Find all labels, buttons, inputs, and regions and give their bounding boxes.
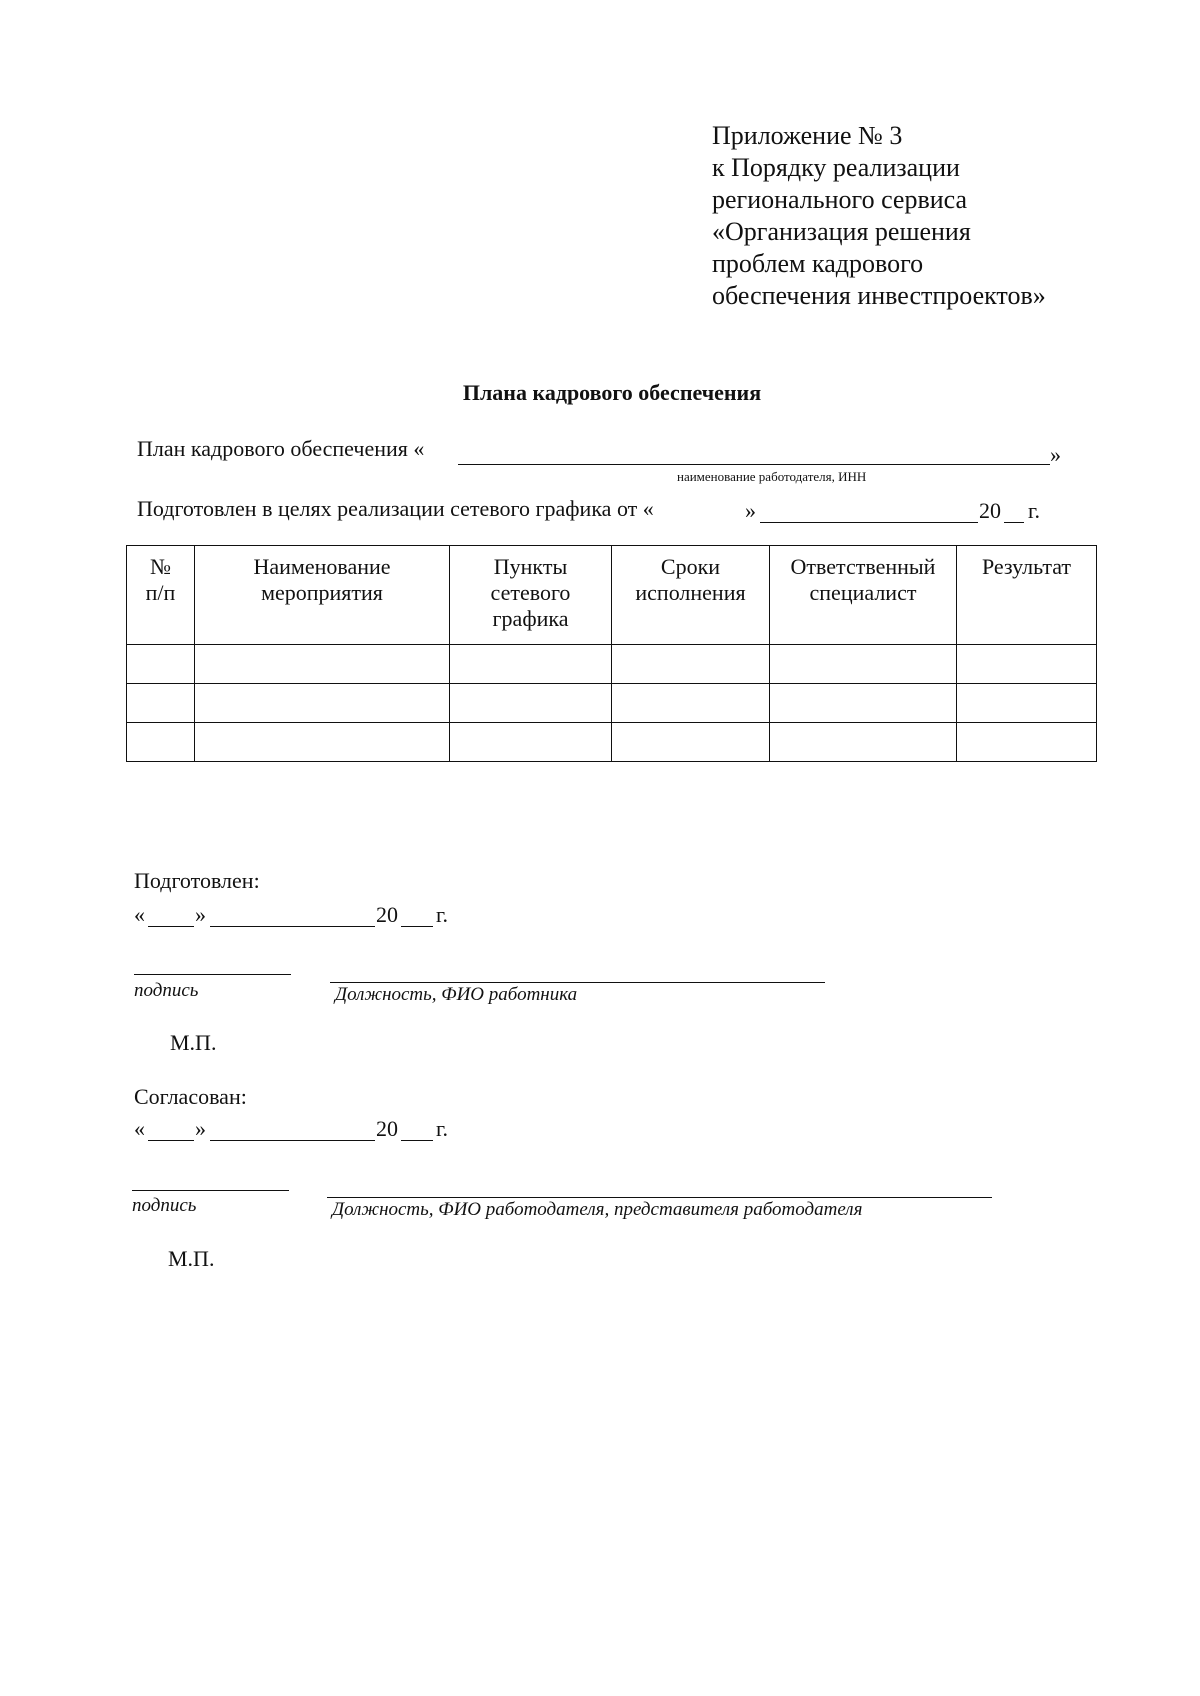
agreed-label: Согласован: xyxy=(134,1084,247,1109)
table-cell[interactable] xyxy=(450,645,612,684)
prepared-date-open: « xyxy=(134,902,145,927)
appendix-line: «Организация решения xyxy=(712,217,971,246)
prepared-day-field[interactable] xyxy=(148,926,194,927)
agreed-stamp-label: М.П. xyxy=(168,1246,215,1271)
agreed-position-field[interactable] xyxy=(327,1197,992,1198)
table-cell[interactable] xyxy=(127,684,195,723)
appendix-line: проблем кадрового xyxy=(712,249,924,278)
agreed-date-close: » xyxy=(195,1116,206,1141)
agreed-signature-field[interactable] xyxy=(132,1190,289,1191)
appendix-line: обеспечения инвестпроектов» xyxy=(712,281,1046,310)
prepared-label: Подготовлен: xyxy=(134,868,260,893)
agreed-year-field[interactable] xyxy=(401,1140,433,1141)
agreed-year-suffix: г. xyxy=(436,1116,449,1141)
table-cell[interactable] xyxy=(195,645,450,684)
appendix-block xyxy=(712,120,1046,312)
table-header-row xyxy=(127,546,1097,645)
table-cell[interactable] xyxy=(612,684,770,723)
table-cell[interactable] xyxy=(195,684,450,723)
table-cell[interactable] xyxy=(612,723,770,762)
prepared-signature-caption: подпись xyxy=(134,980,199,1001)
appendix-line: Приложение № 3 xyxy=(712,121,903,150)
agreed-day-field[interactable] xyxy=(148,1140,194,1141)
table-cell[interactable] xyxy=(957,684,1097,723)
prepared-position-caption: Должность, ФИО работника xyxy=(335,984,578,1005)
header-number: № п/п xyxy=(127,546,195,645)
employer-name-field[interactable] xyxy=(458,464,1050,465)
header-responsible: Ответственный специалист xyxy=(770,546,957,645)
table-cell[interactable] xyxy=(612,645,770,684)
agreed-year-prefix: 20 xyxy=(376,1116,398,1141)
agreed-signature-caption: подпись xyxy=(132,1195,197,1216)
table-cell[interactable] xyxy=(770,645,957,684)
employer-name-caption: наименование работодателя, ИНН xyxy=(677,469,867,484)
table-cell[interactable] xyxy=(450,684,612,723)
prepared-signature-field[interactable] xyxy=(134,974,291,975)
table-cell[interactable] xyxy=(127,723,195,762)
staffing-plan-table xyxy=(126,545,1097,762)
table-row xyxy=(127,723,1097,762)
table-cell[interactable] xyxy=(450,723,612,762)
header-result: Результат xyxy=(957,546,1097,645)
prepared-line-year-suffix: г. xyxy=(1028,498,1041,523)
document-title: Плана кадрового обеспечения xyxy=(462,380,762,405)
header-deadlines: Сроки исполнения xyxy=(612,546,770,645)
schedule-year-field[interactable] xyxy=(1004,522,1024,523)
table-cell[interactable] xyxy=(957,645,1097,684)
agreed-month-field[interactable] xyxy=(210,1140,375,1141)
agreed-date-open: « xyxy=(134,1116,145,1141)
prepared-year-prefix: 20 xyxy=(376,902,398,927)
table-row xyxy=(127,645,1097,684)
agreed-position-caption: Должность, ФИО работодателя, представителя работодателя xyxy=(332,1199,863,1220)
prepared-month-field[interactable] xyxy=(210,926,375,927)
table-cell[interactable] xyxy=(195,723,450,762)
prepared-date-close: » xyxy=(195,902,206,927)
prepared-year-field[interactable] xyxy=(401,926,433,927)
schedule-date-field[interactable] xyxy=(760,522,978,523)
table-cell[interactable] xyxy=(770,684,957,723)
appendix-line: регионального сервиса xyxy=(712,185,968,214)
table-cell[interactable] xyxy=(957,723,1097,762)
plan-line-suffix: » xyxy=(1050,442,1061,467)
prepared-line-quote-close: » xyxy=(745,498,756,523)
prepared-stamp-label: М.П. xyxy=(170,1030,217,1055)
table-cell[interactable] xyxy=(770,723,957,762)
table-cell[interactable] xyxy=(127,645,195,684)
header-schedule-items: Пункты сетевого графика xyxy=(450,546,612,645)
appendix-line: к Порядку реализации xyxy=(712,153,960,182)
header-event-name: Наименование мероприятия xyxy=(195,546,450,645)
prepared-line-prefix: Подготовлен в целях реализации сетевого графика от « xyxy=(137,496,654,521)
prepared-position-field[interactable] xyxy=(330,982,825,983)
plan-line-prefix: План кадрового обеспечения « xyxy=(137,436,425,461)
table-row xyxy=(127,684,1097,723)
prepared-line-year-prefix: 20 xyxy=(979,498,1001,523)
prepared-year-suffix: г. xyxy=(436,902,449,927)
